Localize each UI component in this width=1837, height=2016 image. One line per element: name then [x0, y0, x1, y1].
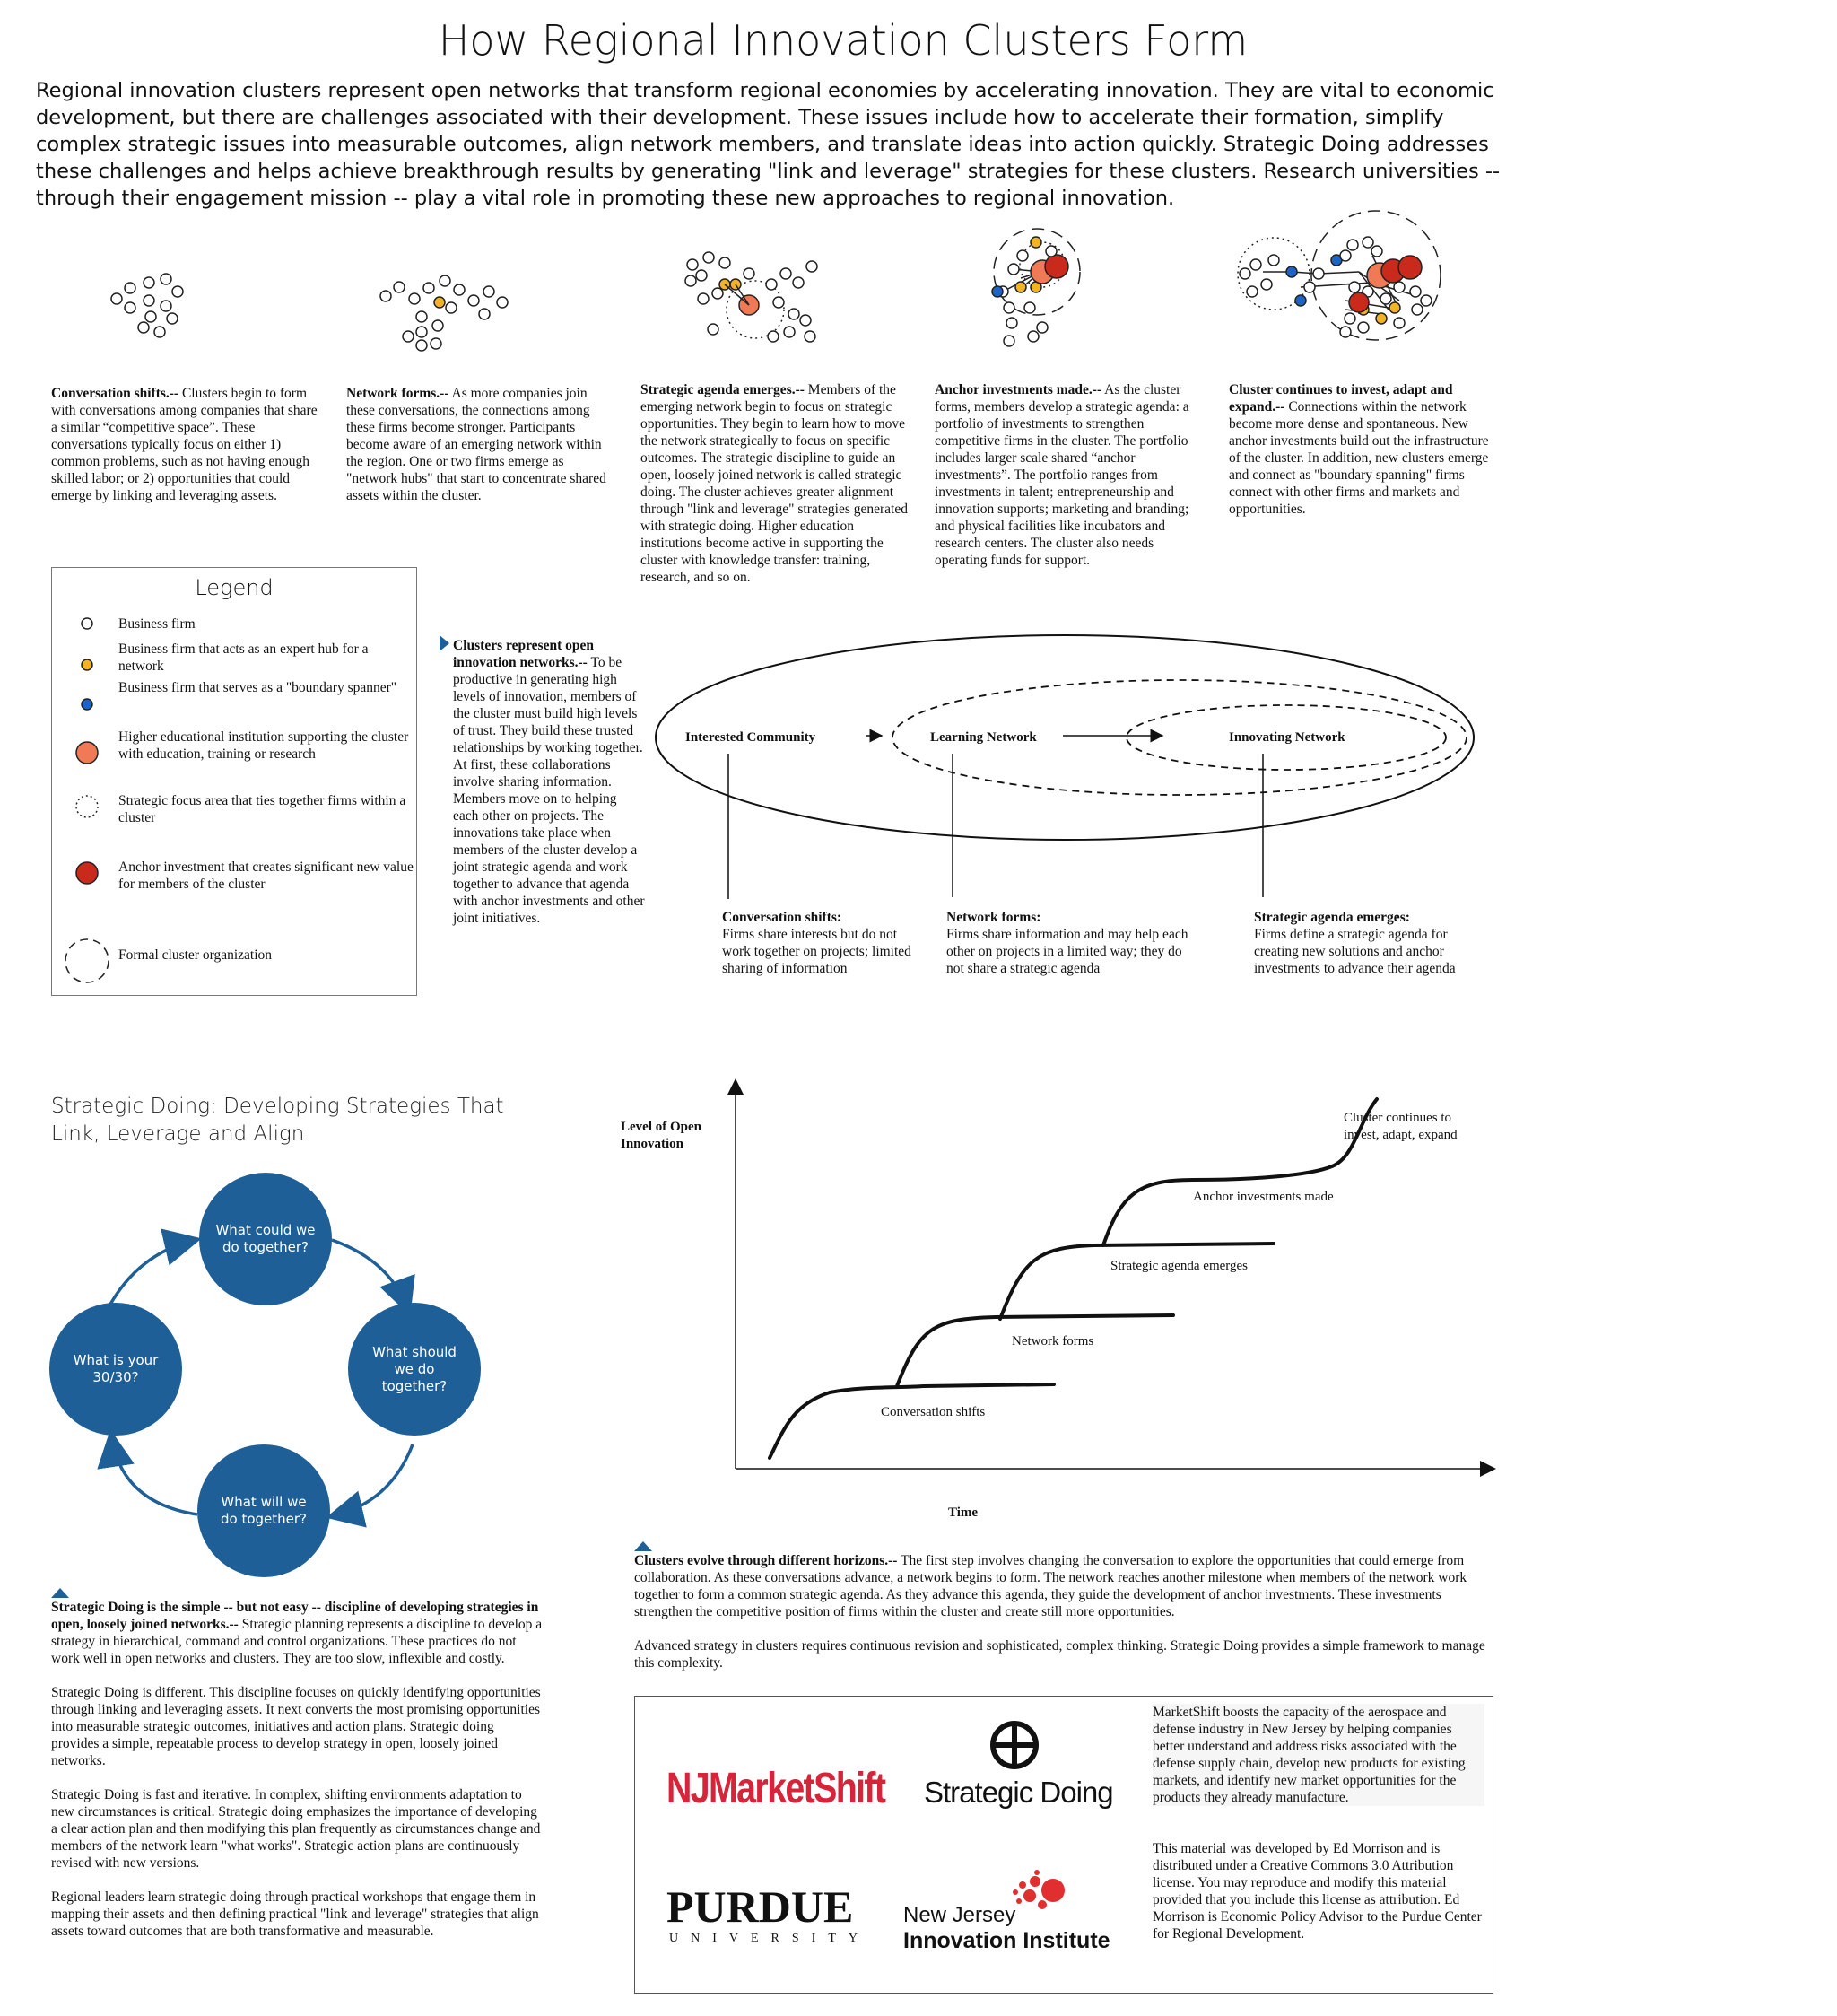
cluster-stage-illustrations [0, 202, 1525, 381]
license-text: This material was developed by Ed Morrison and is distributed under a Creative Commons 3.0 Attribution license. You may reproduce and modify this material provided that you include this license as attribution. Ed Morrison is Economic Policy Advisor to the Purdue Center for Regional Development. [1153, 1841, 1482, 1942]
legend-item-strategic-focus: Strategic focus area that ties together firms within a cluster [118, 793, 406, 825]
cycle-what-could-we-do: What could we do together? [199, 1173, 332, 1305]
y-axis-label-line: Level of Open [621, 1120, 701, 1134]
orange-circle-icon [76, 742, 98, 764]
node-learning-network: Learning Network [930, 730, 1037, 745]
horizons-text: Clusters evolve through different horizons.-- The first step involves changing the conversation to explore the opportunities that could emerge from collaboration. As these conversations advance, a network begins to form. The network reaches another milestone when members of the network work together to form a common strategic agenda. As they advance this agenda, they guide the development of anchor investments. These investments strengthen the competitive position of firms within the cluster and create still more opportunities. Advanced strategy in clusters requires continuous revision and sophisticated, complex thinking. Strategic Doing provides a simple framework to manage this complexity. [634, 1553, 1485, 1671]
open-networks-text: Clusters represent open innovation networks.-- To be productive in generating high levels of innovation, members of the cluster must build high levels of trust. They build these trusted relationships by working together. At first, these collaborations involve sharing information. Members move on to helping each other on projects. The innovations take place when members of the cluster develop a joint strategic agenda and work together to advance that agenda with anchor investments and other joint initiatives. [453, 638, 645, 926]
stage-3-network [685, 252, 817, 342]
label-cluster-continues: Cluster continues to invest, adapt, expand [1344, 1111, 1458, 1142]
section-marker-icon [440, 635, 449, 651]
marketshift-description: MarketShift boosts the capacity of the aerospace and defense industry in New Jersey by helping companies better understand and address risks associated with the defense supply chain, develop new products for existing markets, and identify new market opportunities for the products they already manufacture. [1153, 1704, 1484, 1806]
blue-circle-icon [82, 699, 92, 710]
white-circle-icon [82, 618, 92, 629]
curve-network-forms [897, 1315, 1173, 1386]
stage-caption-network-forms: Network forms.-- As more companies join these conversations, the connections among these firms become stronger. Participants become aware of an emerging network within the region. One or two firms emerge as "network hubs" that start to concentrate shared assets within the cluster. [346, 386, 606, 503]
legend-item-business-firm: Business firm [118, 616, 196, 632]
stage-caption-strategic-agenda: Strategic agenda emerges.-- Members of the emerging network begin to focus on strategic opportunities. They begin to learn how to move the network strategically to focus on specific outcomes. The strategic discipline to guide an open, loosely joined network is called strategic doing. The cluster achieves greater alignment through "link and leverage" strategies generated with strategic doing. Higher education institutions become active in supporting the cluster with knowledge transfer: training, research, and so on. [640, 382, 908, 585]
x-axis-label: Time [948, 1505, 979, 1520]
legend-item-higher-education: Higher educational institution supporting the cluster with education, training or research [118, 729, 409, 762]
callout-strategic-agenda: Strategic agenda emerges: Firms define a strategic agenda for creating new solutions and anchor investments to advance their agenda [1254, 910, 1456, 976]
yellow-circle-icon [82, 659, 92, 670]
legend-title: Legend [195, 575, 274, 600]
stage-caption-anchor-investments: Anchor investments made.-- As the cluster forms, members develop a strategic agenda: a portfolio of investments to strengthen competitive firms in the cluster. The portfolio includes larger scale shared “anchor investments”. The portfolio ranges from investments in talent; entrepreneurship and innovation supports; marketing and branding; and physical facilities like incubators and research centers. The cluster also needs operating funds for support. [935, 382, 1189, 568]
curve-strategic-agenda [1000, 1244, 1274, 1319]
label-anchor-investments: Anchor investments made [1193, 1190, 1334, 1204]
y-axis-label [621, 1120, 705, 1151]
stage-caption-cluster-continues: Cluster continues to invest, adapt and expand.-- Connections within the network become more dense and spontaneous. New anchor investments build out the infrastructure of the cluster. In addition, new clusters emerge and connect as "boundary spanning" firms connect with other firms and markets and opportunities. [1229, 382, 1489, 517]
strategic-doing-title: Strategic Doing: Developing Strategies That Link, Leverage and Align [51, 1095, 504, 1146]
njmarketshift-logo: NJMarketShift [666, 1765, 885, 1812]
purdue-logo: PURDUE [666, 1881, 854, 1932]
cycle-what-will-we-do: What will we do together? [197, 1444, 330, 1577]
node-innovating-network: Innovating Network [1229, 730, 1345, 745]
horizons-chart [610, 1068, 1507, 1534]
cycle-what-should-we-do: What should we do together? [348, 1303, 481, 1436]
dashed-circle-icon [65, 939, 109, 982]
legend [51, 567, 417, 996]
label-conversation-shifts: Conversation shifts [881, 1405, 986, 1419]
strategic-doing-text: Strategic Doing is the simple -- but not easy -- discipline of developing strategies in open, loosely joined networks.-- Strategic planning represents a discipline to develop a strategy in hierarchical, command and control organizations. These practices do not work well in open networks and clusters. They are too slow, inflexible and costly. Strategic Doing is different. This discipline focuses on quickly identifying opportunities through linking and leveraging assets. It next converts the most promising opportunities into measurable strategic outcomes, initiatives and action plans. Strategic doing provides a simple, repeatable process to develop strategy in open, loosely joined networks. Strategic Doing is fast and iterative. In complex, shifting environments adaptation to new circumstances is critical. Strategic doing emphasizes the importance of developing a clear action plan and then modifying this plan frequently as circumstances change and members of the network learn "what works". Strategic action plans are continuously revised with new versions. Regional leaders learn strategic doing through practical workshops that engage them in mapping their assets and then defining practical "link and leverage" strategies that align assets toward outcomes that are both transformative and measurable. [51, 1600, 543, 1939]
stage-2-network [380, 275, 508, 351]
stage-5-network [1238, 211, 1441, 340]
legend-item-expert-hub: Business firm that acts as an expert hub for a network [118, 641, 369, 674]
callout-conversation-shifts: Conversation shifts: Firms share interests but do not work together on projects; limited sharing of information [722, 910, 911, 976]
network-evolution-diagram [646, 628, 1480, 915]
stage-1-network [111, 274, 183, 337]
strategic-doing-logo-text: Strategic Doing [924, 1776, 1113, 1809]
legend-item-boundary-spanner: Business firm that serves as a "boundary spanner" [118, 680, 397, 695]
red-circle-icon [76, 862, 98, 884]
nj-innovation-institute-line1: New Jersey [903, 1903, 1016, 1927]
legend-item-formal-cluster: Formal cluster organization [118, 947, 273, 963]
curve-anchor-investments [1103, 1099, 1377, 1245]
intro-paragraph: Regional innovation clusters represent open networks that transform regional economies by accelerating innovation. They are vital to economic development, but there are challenges associated with their development. These issues include how to accelerate their formation, simplify complex strategic issues into measurable outcomes, align network members, and translate ideas into action quickly. Strategic Doing addresses these challenges and helps achieve breakthrough results by generating "link and leverage" strategies for these clusters. Research universities -- through their engagement mission -- play a vital role in promoting these new approaches to regional innovation. [36, 79, 1501, 210]
section-marker-icon [634, 1541, 652, 1551]
nj-innovation-institute-line2: Innovation Institute [903, 1928, 1110, 1953]
credits-box [634, 1696, 1493, 1994]
y-axis-label-line: Innovation [621, 1137, 684, 1151]
label-strategic-agenda: Strategic agenda emerges [1110, 1259, 1248, 1273]
purdue-university-wordmark: UNIVERSITY [669, 1932, 870, 1945]
legend-icons [65, 613, 109, 990]
stage-4-network [992, 229, 1080, 346]
section-marker-icon [51, 1588, 69, 1598]
callout-network-forms: Network forms: Firms share information and may help each other on projects in a limited way; they do not share a strategic agenda [946, 910, 1188, 976]
node-interested-community: Interested Community [685, 730, 816, 745]
cycle-what-is-your-3030: What is your 30/30? [49, 1303, 182, 1436]
dotted-circle-icon [76, 796, 98, 817]
legend-item-anchor-investment: Anchor investment that creates significant new value for members of the cluster [118, 860, 414, 892]
curve-conversation-shifts [770, 1384, 1054, 1458]
page-title: How Regional Innovation Clusters Form [438, 16, 1249, 65]
nj-innovation-institute-logo-icon [1010, 1869, 1073, 1923]
stage-caption-conversation-shifts: Conversation shifts.-- Clusters begin to form with conversations among companies that share a similar “competitive space”. These conversations typically focus on either 1) common problems, such as not having enough skilled labor; or 2) opportunities that could emerge by linking and leveraging assets. [51, 386, 318, 503]
label-network-forms: Network forms [1012, 1334, 1094, 1348]
strategic-doing-logo-icon [988, 1718, 1041, 1772]
